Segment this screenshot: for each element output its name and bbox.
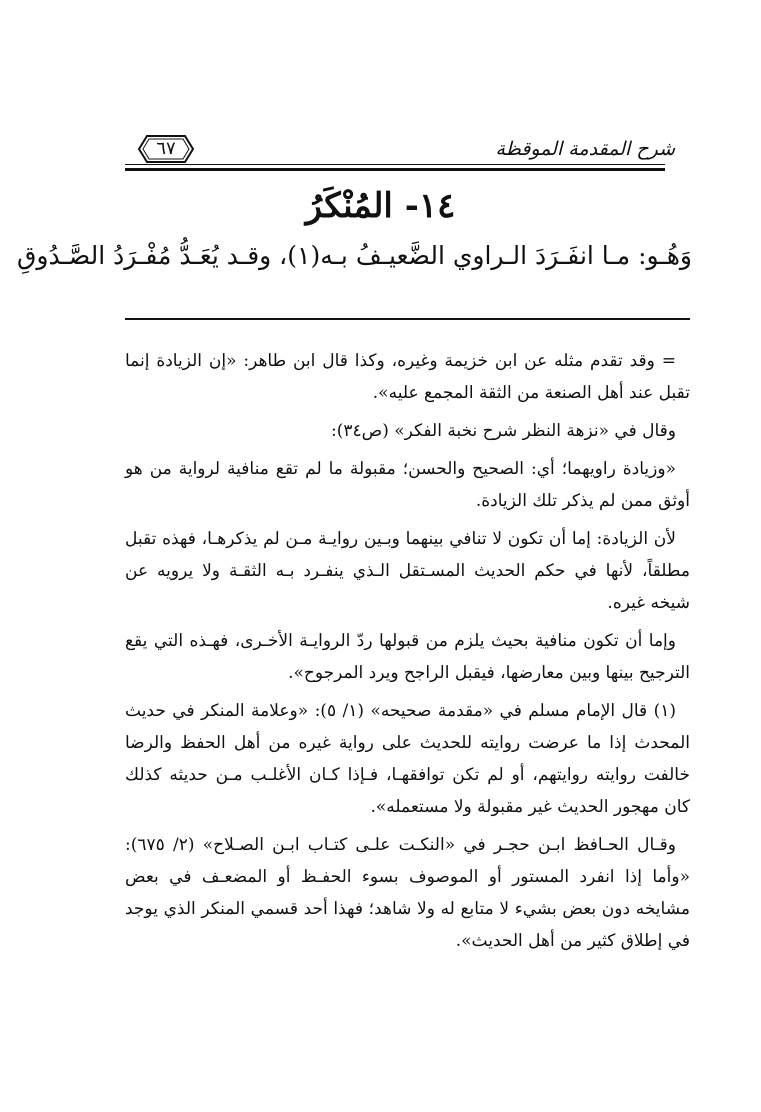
matn-verse-line: وَهُـو: مـا انفَـرَدَ الـراوي الضَّعيـفُ بـه(١)، وقـد يُعَـدُّ مُفْـرَدُ الصَّـدُوقِ [17,241,692,270]
header-rule-thick [125,168,665,171]
running-title: شرح المقدمة الموقظة [492,138,679,160]
footnote-paragraph: = وقد تقدم مثله عن ابن خزيمة وغيره، وكذا قال ابن طاهر: «إن الزيادة إنما تقبل عند أهل الصنعة من الثقة المجمع عليه». [125,351,690,403]
footnote-paragraph: «وزيادة راويهما؛ أي: الصحيح والحسن؛ مقبولة ما لم تقع منافية لرواية من هو أوثق ممن لم يذكر تلك الزيادة. [125,459,690,511]
footnotes [125,345,690,963]
footnote-divider [125,318,690,320]
footnote-paragraph: وقـال الحـافظ ابـن حجـر في «النكـت علـى كتـاب ابـن الصـلاح» (٢/ ٦٧٥): «وأما إذا انفرد المستور أو الموصوف بسوء الحفـظ أو المضعـف في بعض مشايخه دون بعض بشيء لا متابع له ولا شاهد؛ فهذا أحد قسمي المنكر الذي يوجد في إطلاق كثير من أهل الحديث». [125,835,690,951]
page-number-badge [137,134,195,164]
footnote-paragraph: لأن الزيادة: إما أن تكون لا تنافي بينهما وبـين روايـة مـن لم يذكرهـا، فهذه تقبل مطلقاً، لأنها في حكم الحديث المسـتقل الـذي ينفـرد بـه الثقـة ولا يرويه عن شيخه غيره. [125,529,690,613]
header-rule-thin [125,164,665,165]
footnote-paragraph: وقال في «نزهة النظر شرح نخبة الفكر» (ص٣٤): [331,421,676,441]
footnote-paragraph: وإما أن تكون منافية بحيث يلزم من قبولها ردّ الروايـة الأخـرى، فهـذه التي يقع الترجيح بينها وبين معارضها، فيقبل الراجح ويرد المرجوح». [125,631,690,683]
page-number: ٦٧ [156,138,176,159]
chapter-heading: ١٤- المُنْكَرُ [305,186,456,226]
running-header [125,118,685,174]
footnote-paragraph: (١) قال الإمام مسلم في «مقدمة صحيحه» (١/ ٥): «وعلامة المنكر في حديث المحدث إذا ما عرضت روايته للحديث على رواية غيره من أهل الحفظ والرضا خالفت روايته روايتهم، أو لم تكن توافقهـا، فـإذا كـان الأغلـب مـن حديثه كذلك كان مهجور الحديث غير مقبولة ولا مستعمله». [125,701,690,817]
